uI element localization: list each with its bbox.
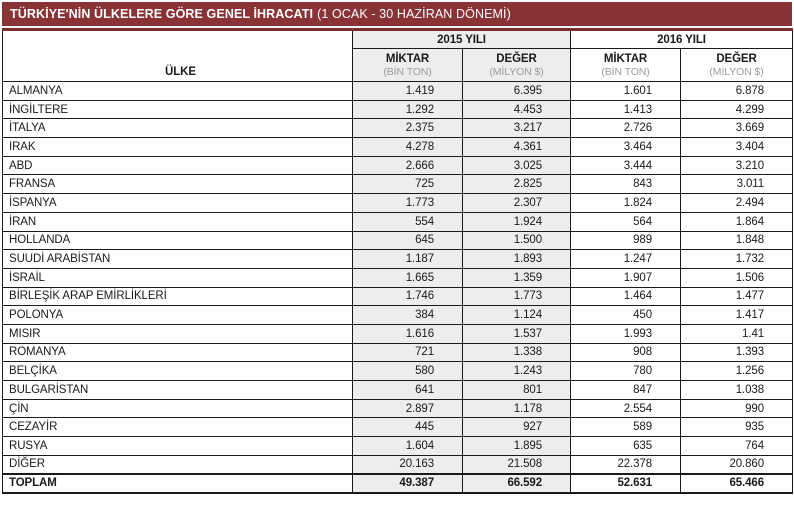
miktar-2016-header [571, 49, 681, 82]
value-cell: 3.404 [681, 138, 793, 157]
value-cell: 1.616 [353, 324, 463, 343]
value-cell: 2.554 [571, 399, 681, 418]
country-cell: İTALYA [3, 119, 353, 138]
country-cell: DİĞER [3, 455, 353, 474]
value-cell: 580 [353, 362, 463, 381]
value-cell: 52.631 [571, 474, 681, 493]
value-cell: 1.247 [571, 250, 681, 269]
country-cell: İNGİLTERE [3, 100, 353, 119]
value-cell: 1.500 [463, 231, 571, 250]
value-cell: 1.393 [681, 343, 793, 362]
value-cell: 20.163 [353, 455, 463, 474]
table-row [3, 100, 793, 119]
value-cell: 384 [353, 306, 463, 325]
value-cell: 1.848 [681, 231, 793, 250]
value-cell: 2.825 [463, 175, 571, 194]
value-cell: 1.773 [353, 194, 463, 213]
value-cell: 1.824 [571, 194, 681, 213]
value-cell: 1.537 [463, 324, 571, 343]
value-cell: 2.666 [353, 156, 463, 175]
value-cell: 764 [681, 437, 793, 456]
value-cell: 1.864 [681, 212, 793, 231]
deger-label: DEĞER [716, 52, 757, 65]
value-cell: 4.453 [463, 100, 571, 119]
deger-label: DEĞER [496, 52, 537, 65]
value-cell: 66.592 [463, 474, 571, 493]
value-cell: 3.210 [681, 156, 793, 175]
value-cell: 935 [681, 418, 793, 437]
value-cell: 589 [571, 418, 681, 437]
deger-unit: (MİLYON $) [709, 65, 764, 78]
value-cell: 1.477 [681, 287, 793, 306]
value-cell: 847 [571, 381, 681, 400]
value-cell: 1.924 [463, 212, 571, 231]
value-cell: 4.299 [681, 100, 793, 119]
country-cell: ALMANYA [3, 82, 353, 101]
table-row [3, 437, 793, 456]
year-2016-header: 2016 YILI [571, 30, 793, 49]
table-row [3, 362, 793, 381]
country-cell: İSPANYA [3, 194, 353, 213]
table-row [3, 324, 793, 343]
table-row [3, 156, 793, 175]
country-cell: ABD [3, 156, 353, 175]
country-cell: BİRLEŞİK ARAP EMİRLİKLERİ [3, 287, 353, 306]
value-cell: 990 [681, 399, 793, 418]
value-cell: 6.878 [681, 82, 793, 101]
value-cell: 1.464 [571, 287, 681, 306]
value-cell: 6.395 [463, 82, 571, 101]
country-column-header: ÜLKE [3, 30, 353, 82]
value-cell: 1.124 [463, 306, 571, 325]
value-cell: 445 [353, 418, 463, 437]
value-cell: 645 [353, 231, 463, 250]
value-cell: 2.726 [571, 119, 681, 138]
table-row [3, 194, 793, 213]
value-cell: 1.243 [463, 362, 571, 381]
miktar-label: MİKTAR [385, 52, 430, 65]
value-cell: 1.187 [353, 250, 463, 269]
miktar-label: MİKTAR [603, 52, 648, 65]
title-bar [2, 2, 792, 26]
table-row [3, 306, 793, 325]
value-cell: 450 [571, 306, 681, 325]
value-cell: 2.375 [353, 119, 463, 138]
country-cell: BELÇİKA [3, 362, 353, 381]
table-row [3, 250, 793, 269]
value-cell: 641 [353, 381, 463, 400]
table-row [3, 268, 793, 287]
value-cell: 927 [463, 418, 571, 437]
export-table [2, 28, 793, 494]
country-cell: ÇİN [3, 399, 353, 418]
table-row [3, 399, 793, 418]
value-cell: 721 [353, 343, 463, 362]
table-row [3, 175, 793, 194]
total-row [3, 474, 793, 493]
table-row [3, 212, 793, 231]
country-cell: ROMANYA [3, 343, 353, 362]
value-cell: 1.038 [681, 381, 793, 400]
country-cell: SUUDİ ARABİSTAN [3, 250, 353, 269]
value-cell: 3.444 [571, 156, 681, 175]
value-cell: 1.359 [463, 268, 571, 287]
value-cell: 1.895 [463, 437, 571, 456]
value-cell: 2.307 [463, 194, 571, 213]
value-cell: 1.417 [681, 306, 793, 325]
country-cell: İRAN [3, 212, 353, 231]
value-cell: 564 [571, 212, 681, 231]
value-cell: 989 [571, 231, 681, 250]
value-cell: 1.41 [681, 324, 793, 343]
value-cell: 21.508 [463, 455, 571, 474]
table-body [3, 82, 793, 493]
value-cell: 1.665 [353, 268, 463, 287]
miktar-2015-header [353, 49, 463, 82]
table-row [3, 343, 793, 362]
value-cell: 65.466 [681, 474, 793, 493]
value-cell: 3.011 [681, 175, 793, 194]
country-cell: RUSYA [3, 437, 353, 456]
value-cell: 1.732 [681, 250, 793, 269]
country-cell: POLONYA [3, 306, 353, 325]
country-cell: BULGARİSTAN [3, 381, 353, 400]
value-cell: 1.907 [571, 268, 681, 287]
value-cell: 1.993 [571, 324, 681, 343]
value-cell: 3.669 [681, 119, 793, 138]
value-cell: 20.860 [681, 455, 793, 474]
value-cell: 4.278 [353, 138, 463, 157]
value-cell: 3.217 [463, 119, 571, 138]
table-row [3, 231, 793, 250]
deger-2015-header [463, 49, 571, 82]
value-cell: 1.256 [681, 362, 793, 381]
miktar-unit: (BİN TON) [383, 65, 432, 78]
value-cell: 635 [571, 437, 681, 456]
value-cell: 1.413 [571, 100, 681, 119]
deger-unit: (MİLYON $) [489, 65, 544, 78]
table-row [3, 381, 793, 400]
value-cell: 725 [353, 175, 463, 194]
total-label-cell: TOPLAM [3, 474, 353, 493]
country-cell: MISIR [3, 324, 353, 343]
value-cell: 1.292 [353, 100, 463, 119]
value-cell: 1.773 [463, 287, 571, 306]
page-subtitle: (1 OCAK - 30 HAZİRAN DÖNEMİ) [317, 7, 511, 21]
value-cell: 3.025 [463, 156, 571, 175]
table-row [3, 287, 793, 306]
country-cell: İSRAİL [3, 268, 353, 287]
table-row [3, 82, 793, 101]
table-row [3, 455, 793, 474]
value-cell: 1.746 [353, 287, 463, 306]
value-cell: 2.897 [353, 399, 463, 418]
value-cell: 49.387 [353, 474, 463, 493]
value-cell: 1.419 [353, 82, 463, 101]
value-cell: 1.601 [571, 82, 681, 101]
country-cell: HOLLANDA [3, 231, 353, 250]
value-cell: 22.378 [571, 455, 681, 474]
value-cell: 1.893 [463, 250, 571, 269]
table-header [3, 30, 793, 82]
value-cell: 2.494 [681, 194, 793, 213]
value-cell: 1.506 [681, 268, 793, 287]
value-cell: 1.178 [463, 399, 571, 418]
table-row [3, 138, 793, 157]
page-title: TÜRKİYE'NİN ÜLKELERE GÖRE GENEL İHRACATI [10, 7, 314, 21]
value-cell: 843 [571, 175, 681, 194]
value-cell: 4.361 [463, 138, 571, 157]
country-cell: CEZAYİR [3, 418, 353, 437]
value-cell: 780 [571, 362, 681, 381]
year-2015-header: 2015 YILI [353, 30, 571, 49]
table-row [3, 119, 793, 138]
value-cell: 801 [463, 381, 571, 400]
year-header-row [3, 30, 793, 49]
value-cell: 3.464 [571, 138, 681, 157]
country-cell: FRANSA [3, 175, 353, 194]
table-row [3, 418, 793, 437]
country-cell: IRAK [3, 138, 353, 157]
deger-2016-header [681, 49, 793, 82]
value-cell: 908 [571, 343, 681, 362]
value-cell: 554 [353, 212, 463, 231]
value-cell: 1.338 [463, 343, 571, 362]
value-cell: 1.604 [353, 437, 463, 456]
miktar-unit: (BİN TON) [601, 65, 650, 78]
